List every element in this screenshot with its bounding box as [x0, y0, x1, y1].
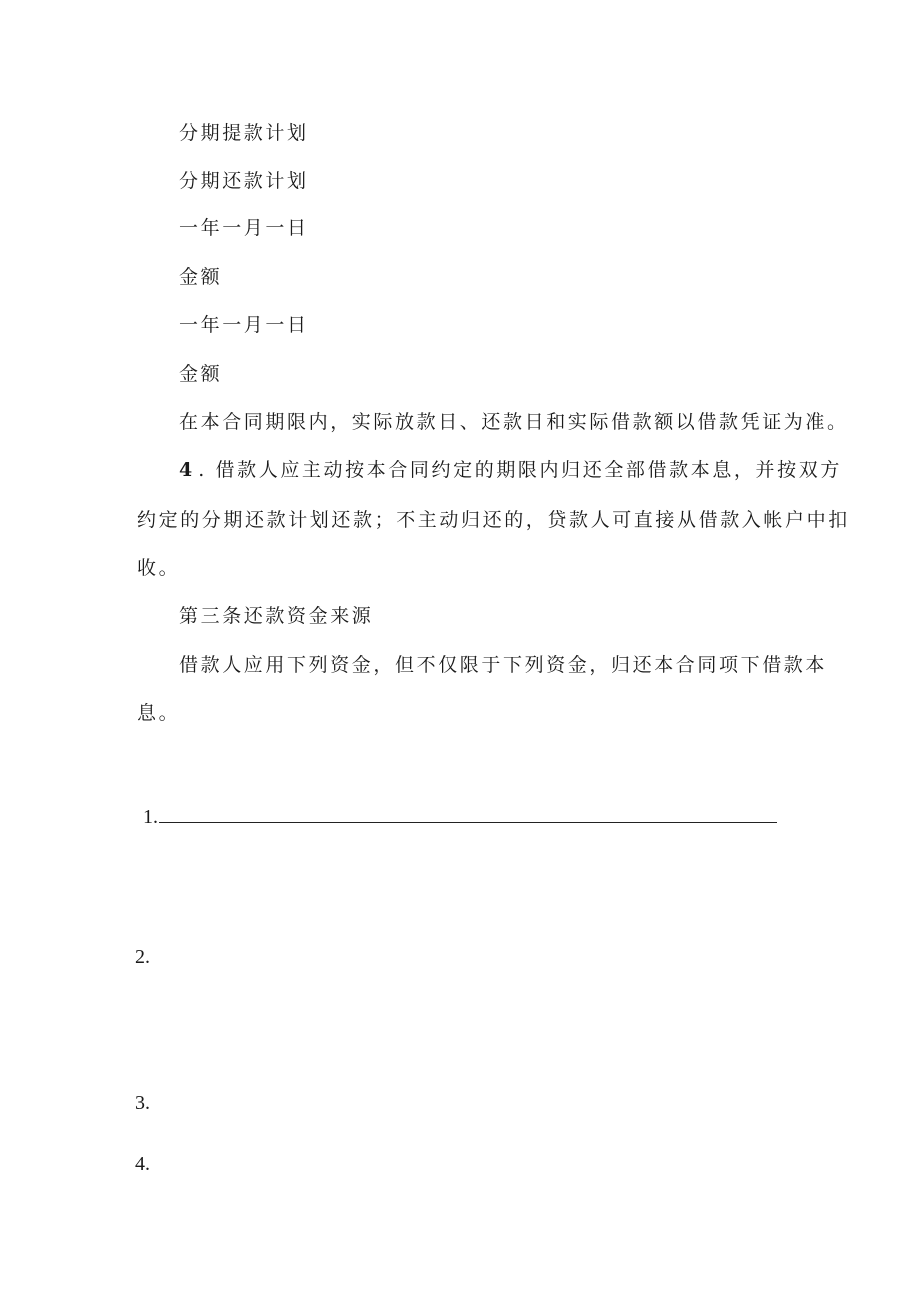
installment-repayment-plan: 分期还款计划: [179, 170, 309, 192]
list-item-1: [143, 805, 777, 827]
clause-4-line-3: 收。: [137, 557, 181, 579]
clause-4-line-2: 约定的分期还款计划还款；不主动归还的，贷款人可直接从借款入帐户中扣: [137, 509, 850, 531]
term-clause: 在本合同期限内，实际放款日、还款日和实际借款额以借款凭证为准。: [179, 411, 849, 433]
clause-4-number: 4: [179, 459, 193, 481]
amount-label-2: 金额: [179, 363, 223, 385]
clause-4-text: . 借款人应主动按本合同约定的期限内归还全部借款本息，并按双方: [198, 459, 842, 481]
list-item-1-number: 1.: [143, 806, 158, 828]
list-item-3: 3.: [135, 1092, 150, 1114]
clause-4-line-1: [179, 461, 842, 480]
date-placeholder-1: 一年一月一日: [179, 217, 309, 239]
article-3-body-line-1: 借款人应用下列资金，但不仅限于下列资金，归还本合同项下借款本: [179, 654, 828, 676]
fill-in-blank-line: [159, 805, 777, 823]
date-placeholder-2: 一年一月一日: [179, 314, 309, 336]
article-3-heading: 第三条还款资金来源: [179, 605, 374, 627]
amount-label-1: 金额: [179, 266, 223, 288]
list-item-2: 2.: [135, 946, 150, 968]
list-item-4: 4.: [135, 1153, 150, 1175]
article-3-body-line-2: 息。: [137, 702, 181, 724]
installment-drawdown-plan: 分期提款计划: [179, 122, 309, 144]
